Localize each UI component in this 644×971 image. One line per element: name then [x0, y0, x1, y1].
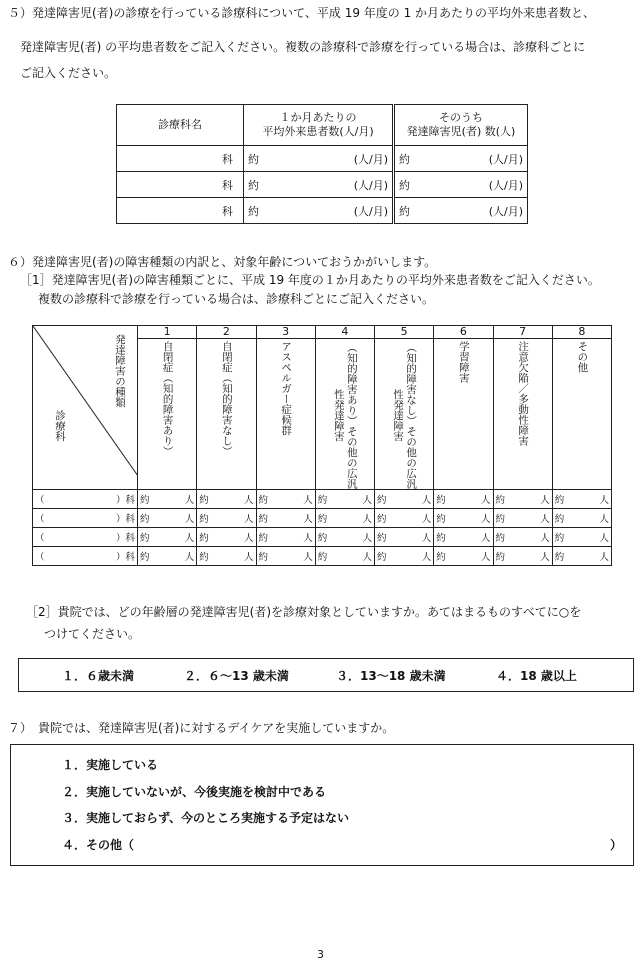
q5-header-dd-line2: 発達障害児(者) 数(人)	[406, 125, 516, 138]
yaku-label: 約	[554, 495, 565, 506]
unit-label: 人	[599, 514, 609, 525]
col-label: （知的障害なし）その他の広汎性発達障害	[392, 341, 418, 489]
q6-count-cell[interactable]	[315, 547, 374, 566]
yaku-label: 約	[495, 514, 506, 525]
q6-col-header	[375, 326, 434, 490]
q6-count-cell[interactable]	[493, 547, 552, 566]
col-number: 2	[197, 326, 255, 339]
unit-label: 人	[184, 552, 195, 563]
unit-label: 人	[303, 514, 313, 525]
col-number: 4	[316, 326, 374, 339]
q6-count-cell[interactable]	[375, 509, 434, 528]
table-row	[33, 509, 612, 528]
q6-col-header	[493, 326, 552, 490]
q7-option-1[interactable]: １．実施している	[62, 758, 159, 772]
unit-label: 人	[243, 495, 254, 506]
q6-count-cell[interactable]	[552, 509, 611, 528]
q5-dd-cell[interactable]	[394, 172, 528, 198]
q6-diag-top-label: 発達障害の種類	[114, 334, 126, 408]
close-paren-ka: ）科	[115, 533, 135, 544]
open-paren: （	[35, 495, 45, 506]
q6-count-cell[interactable]	[434, 509, 493, 528]
q5-dept-cell[interactable]: 科	[117, 198, 244, 224]
unit-label: 人	[421, 495, 432, 506]
yaku-label: 約	[199, 495, 209, 506]
unit-label: 人	[362, 495, 372, 506]
q5-question-line2: 発達障害児(者) の平均患者数をご記入ください。複数の診療科で診療を行っている場合は、診療科ごとに	[20, 40, 586, 54]
q6-count-cell[interactable]	[434, 528, 493, 547]
q5-avg-cell[interactable]	[244, 172, 394, 198]
yaku-label: 約	[258, 514, 269, 525]
yaku-label: 約	[199, 552, 209, 563]
q5-header-dd-line1: そのうち	[439, 111, 483, 124]
q6-count-cell[interactable]	[434, 547, 493, 566]
q6-dept-cell[interactable]	[33, 509, 138, 528]
col-number: 3	[257, 326, 315, 339]
yaku-label: 約	[436, 514, 446, 525]
q5-header-dept: 診療科名	[117, 105, 244, 146]
col-label: 自閉症（知的障害なし）	[220, 341, 233, 457]
unit-label: 人	[480, 514, 491, 525]
yaku-label: 約	[436, 552, 446, 563]
unit-label: 人	[540, 514, 550, 525]
yaku-label: 約	[377, 533, 387, 544]
q6-col-header	[256, 326, 315, 490]
q6-count-cell[interactable]	[315, 509, 374, 528]
q5-dept-cell[interactable]: 科	[117, 172, 244, 198]
q7-option-2[interactable]: ２．実施していないが、今後実施を検討中である	[62, 785, 327, 799]
unit-label: 人	[362, 552, 372, 563]
q6-question-line1: ６）発達障害児(者)の障害種類の内訳と、対象年齢についておうかがいします。	[8, 255, 437, 269]
q6-count-cell[interactable]	[197, 547, 256, 566]
q6-col-header	[197, 326, 256, 490]
col-number: 7	[494, 326, 552, 339]
table-row	[117, 146, 528, 172]
unit-label: (人/月)	[488, 178, 523, 192]
table-row	[117, 172, 528, 198]
yaku-label: 約	[248, 178, 259, 192]
q5-question-line3: ご記入ください。	[20, 66, 117, 80]
open-paren: （	[35, 514, 45, 525]
q6-diagonal-header	[33, 326, 138, 490]
yaku-label: 約	[377, 495, 387, 506]
age-option-3[interactable]: ３．13～18 歳未満	[336, 669, 446, 683]
yaku-label: 約	[554, 533, 565, 544]
q5-header-avg	[244, 105, 394, 146]
q6-col-header	[434, 326, 493, 490]
open-paren: （	[35, 552, 45, 563]
yaku-label: 約	[140, 495, 150, 506]
q6-count-cell[interactable]	[256, 547, 315, 566]
table-row	[33, 490, 612, 509]
unit-label: 人	[303, 533, 313, 544]
unit-label: 人	[184, 514, 195, 525]
col-number: 6	[434, 326, 492, 339]
close-paren-ka: ）科	[115, 514, 135, 525]
unit-label: 人	[184, 533, 195, 544]
q6-count-cell[interactable]	[552, 490, 611, 509]
q6-sub2-line1: ［2］貴院では、どの年齢層の発達障害児(者)を診療対象としていますか。あてはまるものすべてに○を	[26, 605, 582, 619]
table-row	[33, 547, 612, 566]
yaku-label: 約	[140, 514, 150, 525]
unit-label: (人/月)	[353, 178, 388, 192]
yaku-label: 約	[495, 552, 506, 563]
unit-label: 人	[421, 533, 432, 544]
q6-count-cell[interactable]	[552, 547, 611, 566]
q6-diag-bottom-label: 診療科	[54, 410, 66, 442]
close-paren-ka: ）科	[115, 552, 135, 563]
q5-header-avg-line2: 平均外来患者数(人/月)	[262, 125, 374, 138]
unit-label: 人	[599, 495, 609, 506]
yaku-label: 約	[436, 495, 446, 506]
yaku-label: 約	[317, 533, 328, 544]
yaku-label: 約	[199, 533, 209, 544]
unit-label: (人/月)	[353, 152, 388, 166]
unit-label: 人	[303, 552, 313, 563]
yaku-label: 約	[399, 204, 410, 218]
q6-count-cell[interactable]	[375, 490, 434, 509]
q5-question-line1: ５）発達障害児(者)の診療を行っている診療科について、平成 19 年度の 1 か月あたりの平均外来患者数と、	[8, 6, 596, 20]
unit-label: 人	[362, 533, 372, 544]
unit-label: 人	[480, 552, 491, 563]
yaku-label: 約	[377, 552, 387, 563]
unit-label: (人/月)	[353, 204, 388, 218]
q6-count-cell[interactable]	[493, 528, 552, 547]
unit-label: 人	[362, 514, 372, 525]
unit-label: 人	[540, 533, 550, 544]
yaku-label: 約	[199, 514, 209, 525]
col-label: 自閉症（知的障害あり）	[161, 341, 174, 457]
yaku-label: 約	[317, 552, 328, 563]
col-label: アスペルガー症候群	[280, 341, 293, 436]
q7-option-3[interactable]: ３．実施しておらず、今のところ実施する予定はない	[62, 811, 350, 825]
col-label: その他	[576, 341, 589, 373]
unit-label: 人	[480, 495, 491, 506]
age-option-1[interactable]: １．６歳未満	[62, 669, 135, 683]
unit-label: 人	[540, 552, 550, 563]
unit-label: (人/月)	[488, 152, 523, 166]
yaku-label: 約	[140, 533, 150, 544]
yaku-label: 約	[554, 552, 565, 563]
table-row	[117, 198, 528, 224]
q6-count-cell[interactable]	[493, 490, 552, 509]
page-number: 3	[317, 948, 324, 961]
yaku-label: 約	[436, 533, 446, 544]
q6-count-cell[interactable]	[493, 509, 552, 528]
q6-count-cell[interactable]	[375, 547, 434, 566]
col-number: 5	[375, 326, 433, 339]
q6-col-header	[552, 326, 611, 490]
q5-avg-cell[interactable]	[244, 146, 394, 172]
q6-table	[32, 325, 612, 566]
yaku-label: 約	[248, 152, 259, 166]
q6-count-cell[interactable]	[138, 547, 197, 566]
q5-header-avg-line1: １か月あたりの	[279, 111, 357, 124]
q5-dd-cell[interactable]	[394, 146, 528, 172]
yaku-label: 約	[258, 533, 269, 544]
col-label: （知的障害あり）その他の広汎性発達障害	[332, 341, 358, 489]
q7-option-4-close: ）	[610, 838, 623, 852]
yaku-label: 約	[258, 495, 269, 506]
unit-label: 人	[599, 552, 609, 563]
age-option-4[interactable]: ４．18 歳以上	[496, 669, 577, 683]
yaku-label: 約	[495, 533, 506, 544]
unit-label: 人	[243, 514, 254, 525]
q5-header-dd	[394, 105, 528, 146]
q6-count-cell[interactable]	[375, 528, 434, 547]
col-number: 1	[138, 326, 196, 339]
unit-label: 人	[480, 533, 491, 544]
yaku-label: 約	[258, 552, 269, 563]
q5-avg-cell[interactable]	[244, 198, 394, 224]
unit-label: 人	[303, 495, 313, 506]
q5-table	[116, 104, 528, 224]
yaku-label: 約	[399, 152, 410, 166]
yaku-label: 約	[140, 552, 150, 563]
q5-dept-cell[interactable]: 科	[117, 146, 244, 172]
q6-sub1-line1: ［1］発達障害児(者)の障害種類ごとに、平成 19 年度の１か月あたりの平均外来患者数をご記入ください。	[20, 273, 600, 287]
q6-count-cell[interactable]	[315, 528, 374, 547]
yaku-label: 約	[495, 495, 506, 506]
close-paren-ka: ）科	[115, 495, 135, 506]
q6-count-cell[interactable]	[197, 509, 256, 528]
q6-dept-cell[interactable]	[33, 547, 138, 566]
q6-count-cell[interactable]	[138, 509, 197, 528]
unit-label: 人	[421, 552, 432, 563]
q6-count-cell[interactable]	[256, 490, 315, 509]
q6-sub1-line2: 複数の診療科で診療を行っている場合は、診療科ごとにご記入ください。	[38, 292, 435, 306]
q6-count-cell[interactable]	[197, 490, 256, 509]
q6-count-cell[interactable]	[256, 528, 315, 547]
unit-label: 人	[599, 533, 609, 544]
q6-count-cell[interactable]	[315, 490, 374, 509]
q6-count-cell[interactable]	[552, 528, 611, 547]
unit-label: 人	[243, 552, 254, 563]
unit-label: 人	[421, 514, 432, 525]
open-paren: （	[35, 533, 45, 544]
q6-count-cell[interactable]	[197, 528, 256, 547]
yaku-label: 約	[377, 514, 387, 525]
q6-count-cell[interactable]	[434, 490, 493, 509]
yaku-label: 約	[554, 514, 565, 525]
col-label: 学習障害	[457, 341, 470, 383]
q7-question: ７） 貴院では、発達障害児(者)に対するデイケアを実施していますか。	[8, 721, 395, 735]
yaku-label: 約	[317, 514, 328, 525]
age-option-2[interactable]: ２．６～13 歳未満	[184, 669, 289, 683]
q6-count-cell[interactable]	[138, 528, 197, 547]
unit-label: 人	[243, 533, 254, 544]
col-number: 8	[553, 326, 611, 339]
unit-label: (人/月)	[488, 204, 523, 218]
q6-count-cell[interactable]	[138, 490, 197, 509]
q6-col-header	[315, 326, 374, 490]
unit-label: 人	[540, 495, 550, 506]
col-label: 注意欠陥／多動性障害	[517, 341, 530, 446]
table-row	[33, 528, 612, 547]
q6-col-header	[138, 326, 197, 490]
yaku-label: 約	[248, 204, 259, 218]
unit-label: 人	[184, 495, 195, 506]
q6-sub2-line2: つけてください。	[44, 627, 141, 641]
q6-dept-cell[interactable]	[33, 528, 138, 547]
q6-dept-cell[interactable]	[33, 490, 138, 509]
q5-dd-cell[interactable]	[394, 198, 528, 224]
yaku-label: 約	[399, 178, 410, 192]
yaku-label: 約	[317, 495, 328, 506]
q6-count-cell[interactable]	[256, 509, 315, 528]
q7-option-4[interactable]: ４．その他（	[62, 838, 135, 852]
